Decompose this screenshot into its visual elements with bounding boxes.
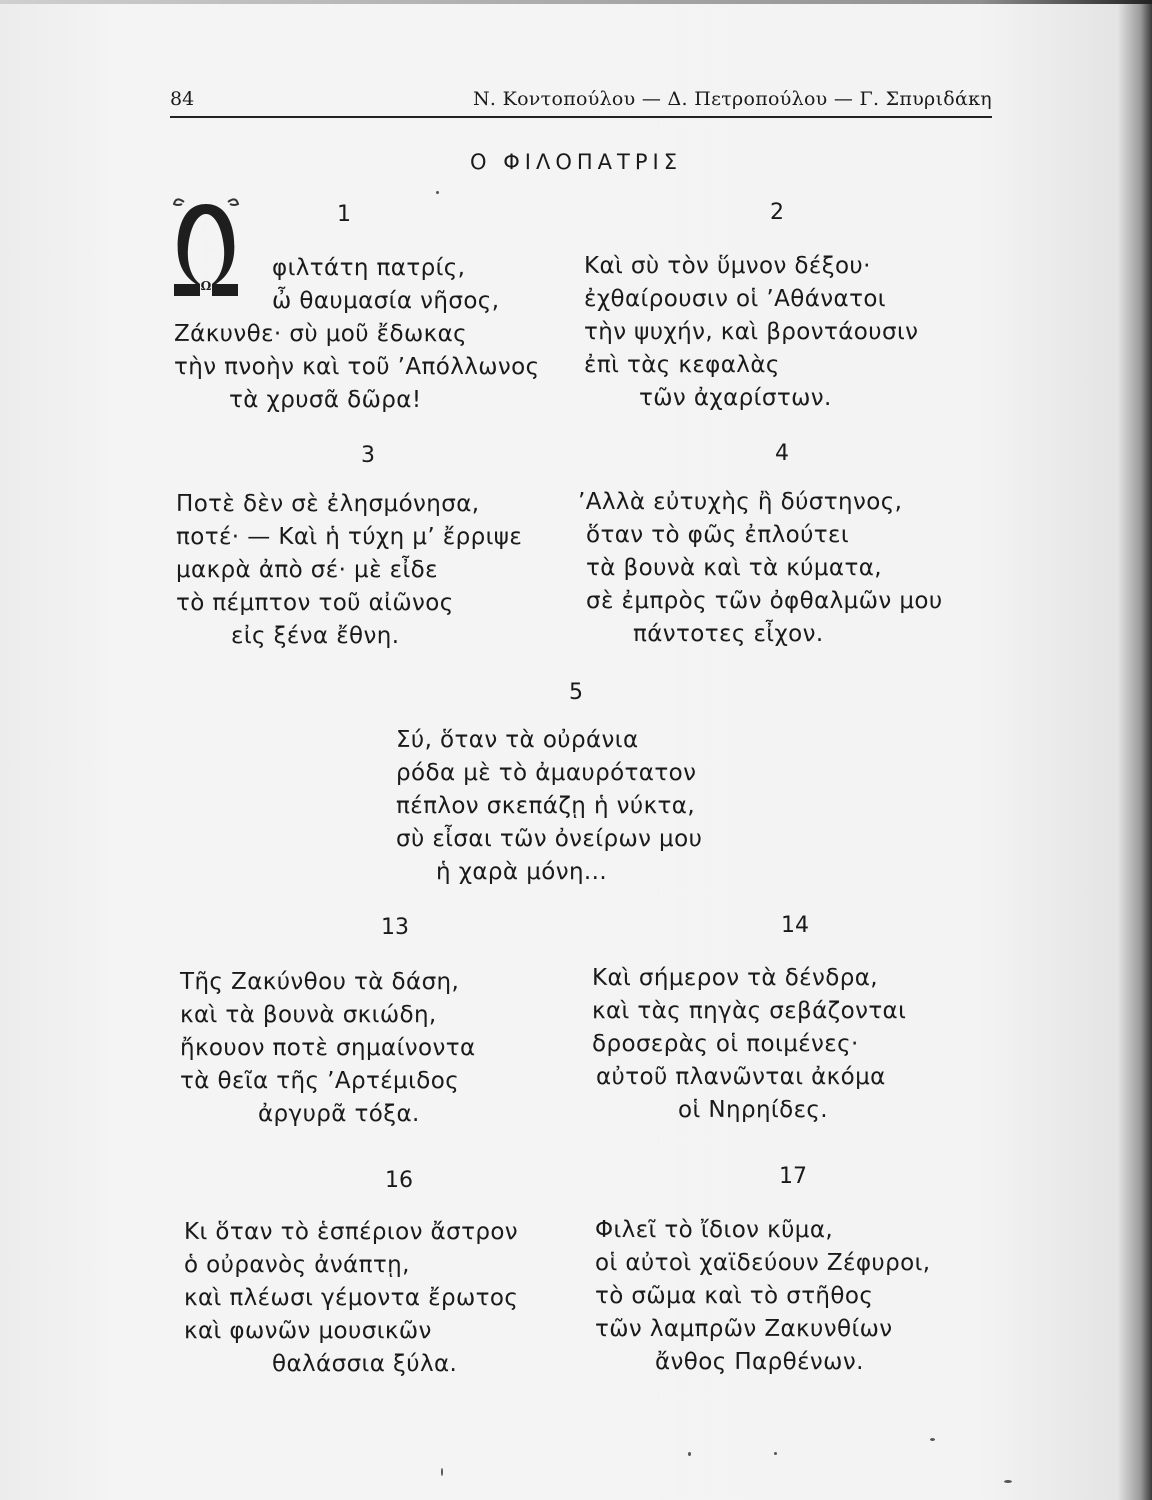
verse-line: σὲ ἐμπρὸς τῶν ὀφθαλμῶν μου [586,588,943,614]
poem-title: Ο ΦΙΛΟΠΑΤΡΙΣ [470,150,682,174]
verse-line: τὸ σῶμα καὶ τὸ στῆθος [595,1283,874,1309]
verse-line: καὶ φωνῶν μουσικῶν [184,1318,432,1344]
scan-speck [441,1468,443,1476]
stanza-1 [174,252,540,417]
verse-line: τῶν ἀχαρίστων. [639,385,832,411]
verse-line: ἐχθαίρουσιν οἱ ’Αθάνατοι [584,286,886,312]
stanza-5 [396,724,702,889]
page-number: 84 [170,88,195,110]
verse-line: τὴν πνοὴν καὶ τοῦ ’Απόλλωνος [174,354,540,380]
verse-line: Καὶ σὺ τὸν ὕμνον δέξου· [584,253,871,279]
verse-line: ἡ χαρὰ μόνη... [436,859,608,885]
verse-line: ἤκουον ποτὲ σημαίνοντα [180,1035,476,1061]
stanza-number: 16 [385,1168,413,1193]
verse-line: τὰ βουνὰ καὶ τὰ κύματα, [586,555,883,581]
stanza-14 [592,962,906,1127]
stanza-number: 1 [337,202,351,227]
stanza-2 [584,250,918,415]
stanza-3 [176,488,522,653]
verse-line: δροσερὰς οἱ ποιμένες· [592,1031,859,1057]
verse-line: πάντοτες εἶχον. [633,621,824,647]
scan-speck [774,1452,777,1455]
verse-line: Σύ, ὅταν τὰ οὐράνια [396,727,639,753]
verse-line: ὁ οὐρανὸς ἀνάπτῃ, [184,1252,410,1278]
running-head: Ν. Κοντοπούλου — Δ. Πετροπούλου — Γ. Σπυριδάκη [472,88,992,110]
verse-line: ὅταν τὸ φῶς ἐπλούτει [586,522,850,548]
initial-letter: Ω [200,279,212,293]
verse-line: ’Αλλὰ εὐτυχὴς ἢ δύστηνος, [578,489,903,515]
verse-line: Τῆς Ζακύνθου τὰ δάση, [180,969,460,995]
stanza-13 [180,966,476,1131]
verse-line: ἐπὶ τὰς κεφαλὰς [584,352,780,378]
verse-line: πέπλον σκεπάζῃ ἡ νύκτα, [396,793,696,819]
verse-line: ὦ θαυμασία νῆσος, [272,288,500,314]
verse-line: τὸ πέμπτον τοῦ αἰῶνος [176,590,454,616]
verse-line: αὐτοῦ πλανῶνται ἀκόμα [596,1064,886,1090]
verse-line: εἰς ξένα ἔθνη. [231,623,400,649]
verse-line: καὶ πλέωσι γέμοντα ἔρωτος [184,1285,519,1311]
stanza-number: 5 [569,680,583,705]
verse-line: σὺ εἶσαι τῶν ὀνείρων μου [396,826,703,852]
stanza-number: 4 [775,441,789,466]
verse-line: οἱ Νηρηίδες. [678,1097,829,1123]
verse-line: τὰ χρυσᾶ δῶρα! [229,387,422,413]
verse-line: Φιλεῖ τὸ ἴδιον κῦμα, [595,1217,834,1243]
stanza-number: 3 [361,443,375,468]
verse-line: ἀργυρᾶ τόξα. [258,1101,420,1127]
verse-line: τῶν λαμπρῶν Ζακυνθίων [595,1316,893,1342]
verse-line: μακρὰ ἀπὸ σέ· μὲ εἶδε [176,557,438,583]
stanza-16 [184,1216,518,1381]
stanza-number: 14 [781,913,809,938]
verse-line: Καὶ σήμερον τὰ δένδρα, [592,965,879,991]
verse-line: θαλάσσια ξύλα. [272,1351,458,1377]
scan-speck [436,191,439,194]
stanza-number: 13 [381,915,409,940]
page-header [170,86,992,118]
verse-line: καὶ τὰς πηγὰς σεβάζονται [592,998,907,1024]
verse-line: Κι ὅταν τὸ ἑσπέριον ἄστρον [184,1219,519,1245]
verse-line: τὴν ψυχήν, καὶ βροντάουσιν [584,319,919,345]
stanza-17 [595,1214,930,1379]
stanza-number: 17 [779,1164,807,1189]
verse-line: ποτέ· — Καὶ ἡ τύχη μ’ ἔρριψε [176,524,523,550]
scan-speck [1004,1480,1012,1483]
verse-line: Ποτὲ δὲν σὲ ἐλησμόνησα, [176,491,480,517]
verse-line: οἱ αὐτοὶ χαϊδεύουν Ζέφυροι, [595,1250,931,1276]
verse-line: φιλτάτη πατρίς, [272,255,466,281]
scan-edge [0,0,1152,4]
stanza-number: 2 [770,200,784,225]
verse-line: ρόδα μὲ τὸ ἀμαυρότατον [396,760,697,786]
verse-line: τὰ θεῖα τῆς ’Αρτέμιδος [180,1068,460,1094]
stanza-4 [578,486,943,651]
verse-line: καὶ τὰ βουνὰ σκιώδη, [180,1002,437,1028]
scan-speck [688,1452,691,1456]
verse-line: ἄνθος Παρθένων. [655,1349,864,1375]
verse-line: Ζάκυνθε· σὺ μοῦ ἔδωκας [174,321,468,347]
scan-speck [930,1438,935,1441]
